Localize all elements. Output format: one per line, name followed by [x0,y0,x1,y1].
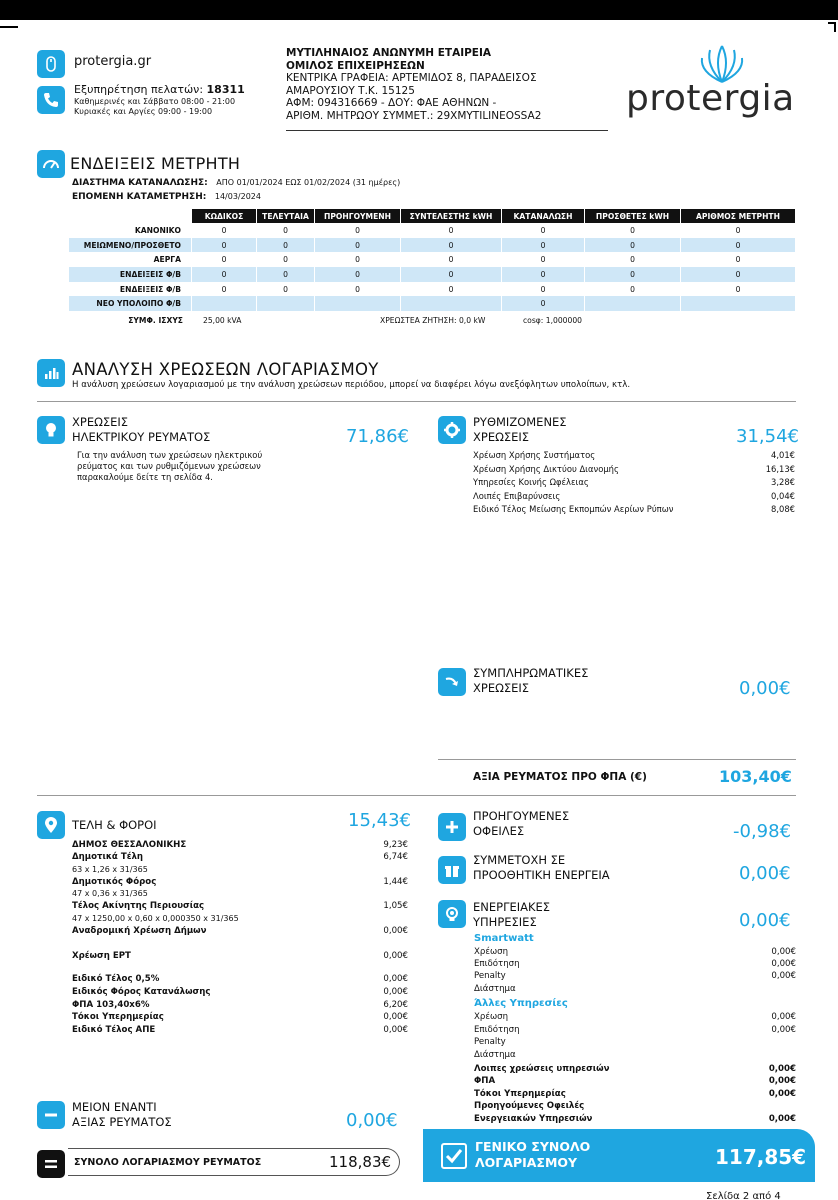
energy-title [473,900,550,930]
item-value: 0,00€ [768,1064,796,1074]
meter-title: ΕΝΔΕΙΞΕΙΣ ΜΕΤΡΗΤΗ [70,154,241,173]
item-value: 1,05€ [383,901,408,912]
gift-icon [438,856,466,884]
value-before-vat: 103,40€ [719,767,792,786]
meter-cell: 0 [540,284,546,294]
energy-total-item [474,1113,796,1125]
meter-cell: 0 [681,238,795,253]
support-label: Εξυπηρέτηση πελατών: [74,83,204,96]
support-number[interactable]: 18311 [206,83,245,96]
power-value: 25,00 kVA [203,316,242,325]
tax-item [72,999,408,1012]
tax-item [72,986,408,999]
grand-total-title [475,1139,590,1171]
item-label: Ειδικό Τέλος 0,5% [72,974,160,985]
item-value: 6,74€ [383,852,408,863]
analysis-title: ΑΝΑΛΥΣΗ ΧΡΕΩΣΕΩΝ ΛΟΓΑΡΙΑΣΜΟΥ [72,360,379,379]
regulated-item [473,449,795,463]
value-before-vat-label: ΑΞΙΑ ΡΕΥΜΑΤΟΣ ΠΡΟ ΦΠΑ (€) [473,771,647,783]
consumption-period [72,178,400,188]
meter-cell: 0 [735,284,741,294]
item-label: Διάστημα [474,983,516,994]
meter-cell: 0 [283,284,288,294]
item-value: 0,00€ [771,1012,796,1022]
energy-amount: 0,00€ [739,910,791,931]
item-label: Επιδότηση [474,1024,520,1035]
smartwatt-item [474,983,796,995]
item-value: 8,08€ [771,504,795,514]
col-code: ΚΩΔΙΚΟΣ [192,209,256,223]
company-info [286,47,541,122]
energy-total-item [474,1088,796,1100]
tax-line: ΑΦΜ: 094316669 - ΔΟΥ: ΦΑΕ ΑΘΗΝΩΝ - [286,97,497,109]
meter-row-label: ΕΝΔΕΙΞΕΙΣ Φ/Β [119,284,181,294]
taxes-items [72,839,408,1036]
other-services-title: Άλλες Υπηρεσίες [474,998,568,1009]
complementary-title [473,666,588,696]
logo-text: protergia [626,78,795,119]
item-label: Επιδότηση [474,959,520,970]
meter-cell: 0 [257,238,314,253]
meter-row-label: ΑΕΡΓΑ [153,255,181,265]
tax-item [72,888,408,900]
meter-cell: 0 [630,225,635,235]
bulb-gear-icon [438,900,466,928]
tax-item [72,839,408,851]
gear-icon [438,416,466,444]
electric-note [77,450,262,483]
analysis-subtitle: Η ανάλυση χρεώσεων λογαριασμού με την ανάλυση χρεώσεων περιόδου, μπορεί να διαφέρει λόγω ανεξόφλητων υπολοίπων, κτλ. [72,380,631,390]
meter-row-label: ΕΝΔΕΙΞΕΙΣ Φ/Β [69,267,191,282]
lightbulb-icon [37,416,65,444]
item-value: 0,00€ [768,1076,796,1087]
meter-cell: 0 [448,284,454,294]
additional-amount: 0,00€ [739,863,791,884]
minus-title-line1: ΜΕΙΟΝ ΕΝΑΝΤΙ [72,1100,157,1114]
item-label: ΦΠΑ [474,1076,496,1087]
grand-total-title-line2: ΛΟΓΑΡΙΑΣΜΟΥ [475,1155,578,1170]
hours-weekend: Κυριακές και Αργίες 09:00 - 19:00 [74,107,213,116]
other-service-item [474,1049,796,1062]
tax-item [72,925,408,937]
previous-amount: -0,98€ [733,821,792,842]
address-line2: ΑΜΑΡΟΥΣΙΟΥ Τ.Κ. 15125 [286,84,415,97]
meter-cell: 0 [315,267,400,282]
ert-value: 0,00€ [383,951,408,962]
meter-row [69,252,795,267]
meter-cell: 0 [630,255,635,265]
item-value: 6,20€ [383,999,408,1010]
col-meter-number: ΑΡΙΘΜΟΣ ΜΕΤΡΗΤΗ [681,209,795,223]
meter-cell: 0 [401,238,501,253]
electric-title-line1: ΧΡΕΩΣΕΙΣ [72,415,129,429]
meter-cell [681,296,795,311]
protergia-logo [624,42,800,122]
energy-total-item [474,1063,796,1075]
item-value: 0,00€ [768,1113,796,1124]
vat-divider-top [438,759,796,760]
meter-cell: 0 [540,255,546,265]
item-label: Λοιπές Επιβαρύνσεις [473,490,561,501]
meter-cell: 0 [540,225,546,235]
meter-cell [401,296,501,311]
item-label: Ειδικό Τέλος ΑΠΕ [72,1024,156,1035]
grand-total-amount: 117,85€ [715,1145,807,1169]
minus-amount: 0,00€ [346,1110,398,1131]
meter-cell: 0 [502,267,584,282]
period-value: ΑΠΟ 01/01/2024 ΕΩΣ 01/02/2024 (31 ημέρες) [216,178,401,187]
regulated-title [473,415,567,445]
item-label: Αναδρομική Χρέωση Δήμων [72,926,207,937]
ert-label: Χρέωση ΕΡΤ [72,951,131,962]
meter-cell: 0 [355,225,360,235]
electric-note-line2: ρεύματος και των ρυθμιζόμενων χρεώσεων [77,461,261,471]
equals-icon [37,1150,65,1178]
energy-title-line1: ΕΝΕΡΓΕΙΑΚΕΣ [473,900,551,914]
electric-amount: 71,86€ [346,426,409,447]
period-label: ΔΙΑΣΤΗΜΑ ΚΑΤΑΝΑΛΩΣΗΣ: [72,178,208,188]
mouse-icon [37,50,65,78]
item-label: Δημοτικός Φόρος [72,876,157,887]
next-label: ΕΠΟΜΕΝΗ ΚΑΤΑΜΕΤΡΗΣΗ: [72,192,207,202]
item-value: 0,00€ [771,971,796,982]
meter-cell: 0 [257,267,314,282]
item-value: 0,00€ [383,1012,408,1023]
smartwatt-items [474,946,796,995]
item-label: Penalty [474,971,506,982]
item-value: 0,00€ [771,959,796,970]
meter-cell: 0 [681,267,795,282]
regulated-item [473,476,795,490]
blank-header [69,209,191,223]
regulated-title-line1: ΡΥΘΜΙΖΟΜΕΝΕΣ [473,415,567,429]
tax-item [72,876,408,888]
tax-items-2 [72,973,408,1036]
taxes-amount: 15,43€ [348,810,411,831]
meter-cell: 0 [502,296,584,311]
regulated-item [473,503,795,517]
smartwatt-item [474,970,796,982]
cosphi-value: cosφ: 1,000000 [523,316,582,325]
electric-title [72,415,210,445]
item-label: Τόκοι Υπερημερίας [72,1012,164,1023]
item-label: Χρέωση [474,947,509,957]
meter-row [69,282,795,297]
next-value: 14/03/2024 [214,192,261,201]
regulated-item [473,490,795,504]
minus-icon [37,1101,65,1129]
item-label: Τόκοι Υπερημερίας [474,1088,566,1099]
item-label: 63 x 1,26 x 31/365 [72,864,148,874]
item-label: Δημοτικά Τέλη [72,852,144,863]
col-consumption: ΚΑΤΑΝΑΛΩΣΗ [502,209,584,223]
meter-cell: 0 [735,225,741,235]
item-value: 9,23€ [383,840,408,850]
item-value: 0,04€ [771,490,795,501]
item-value: 0,00€ [771,947,796,957]
item-value: 16,13€ [765,463,795,474]
meter-cell: 0 [355,255,360,265]
other-service-item [474,1024,796,1037]
meter-cell: 0 [315,238,400,253]
meter-cell: 0 [283,225,288,235]
item-label: ΦΠΑ 103,40x6% [72,999,150,1010]
electric-title-line2: ΗΛΕΚΤΡΙΚΟΥ ΡΕΥΜΑΤΟΣ [72,430,211,444]
hours-weekdays: Καθημερινές και Σάββατο 08:00 - 21:00 [74,97,236,106]
tax-item [72,1011,408,1024]
item-value: 0,00€ [383,986,408,997]
meter-cell: 0 [630,284,635,294]
other-service-item [474,1011,796,1024]
item-label: ΔΗΜΟΣ ΘΕΣΣΑΛΟΝΙΚΗΣ [72,840,187,850]
demand-value: ΧΡΕΩΣΤΕΑ ΖΗΤΗΣΗ: 0,0 kW [380,316,486,325]
company-name: ΜΥΤΙΛΗΝΑΙΟΣ ΑΝΩΝΥΜΗ ΕΤΑΙΡΕΙΑ [286,47,492,59]
col-previous: ΠΡΟΗΓΟΥΜΕΝΗ [315,209,400,223]
account-total-label: ΣΥΝΟΛΟ ΛΟΓΑΡΙΑΣΜΟΥ ΡΕΥΜΑΤΟΣ [74,1157,262,1168]
account-total-amount: 118,83€ [329,1153,392,1171]
item-label: Χρέωση [474,1012,509,1022]
vat-divider-bottom [37,795,796,796]
smartwatt-item [474,946,796,958]
item-label: Υπηρεσίες Κοινής Ωφέλειας [473,477,589,487]
smartwatt-title: Smartwatt [474,933,534,944]
crop-mark-left [0,26,18,28]
other-service-item [474,1036,796,1049]
grand-total-title-line1: ΓΕΝΙΚΟ ΣΥΝΟΛΟ [475,1139,591,1154]
tax-item [72,900,408,912]
crop-mark-right-v [834,22,836,32]
meter-cell: 0 [401,267,501,282]
item-value: 3,28€ [771,477,795,487]
company-group: ΟΜΙΛΟΣ ΕΠΙΧΕΙΡΗΣΕΩΝ [286,59,425,72]
tax-item [72,864,408,876]
support-line [74,83,245,96]
energy-title-line2: ΥΠΗΡΕΣΙΕΣ [473,915,537,929]
tax-item [72,1024,408,1037]
tax-item [72,851,408,863]
item-label: Τέλος Ακίνητης Περιουσίας [72,901,205,912]
meter-row [69,238,795,253]
meter-cell: 0 [355,284,360,294]
meter-cell: 0 [502,238,584,253]
complementary-title-line2: ΧΡΕΩΣΕΙΣ [473,681,530,695]
taxes-title: ΤΕΛΗ & ΦΟΡΟΙ [72,818,157,832]
meter-cell: 0 [221,255,227,265]
complementary-amount: 0,00€ [739,678,791,699]
tax-item [72,973,408,986]
meter-cell: 0 [192,267,256,282]
item-label: Ειδικό Τέλος Μείωσης Εκπομπών Αερίων Ρύπων [473,504,674,514]
page-number: Σελίδα 2 από 4 [706,1191,781,1200]
meter-header-row [69,209,795,223]
meter-cell [192,296,256,311]
meter-row [69,267,795,282]
location-pin-icon [37,811,65,839]
other-services-items [474,1011,796,1061]
item-label: Διάστημα [474,1049,516,1060]
regulated-item [473,463,795,477]
meter-cell: 0 [585,238,680,253]
minus-title-line2: ΑΞΙΑΣ ΡΕΥΜΑΤΟΣ [72,1115,172,1129]
meter-cell [257,296,314,311]
bar-chart-icon [37,359,65,387]
meter-cell: 0 [448,255,454,265]
col-last: ΤΕΛΕΥΤΑΙΑ [257,209,314,223]
item-label: Χρέωση Χρήσης Συστήματος [473,450,596,460]
meter-row-label: ΜΕΙΩΜΕΝΟ/ΠΡΟΣΘΕΤΟ [69,238,191,253]
analysis-divider [37,401,796,402]
additional-title-line2: ΠΡΟΟΘΗΤΙΚΗ ΕΝΕΡΓΕΙΑ [473,868,610,882]
additional-title [473,853,610,883]
item-label: 47 x 1250,00 x 0,60 x 0,000350 x 31/365 [72,913,239,923]
meter-cell: 0 [192,238,256,253]
meter-cell: 0 [448,225,454,235]
previous-title-line1: ΠΡΟΗΓΟΥΜΕΝΕΣ [473,809,570,823]
smartwatt-item [474,958,796,970]
meter-table [68,209,796,311]
ert-row [72,949,408,963]
additional-title-line1: ΣΥΜΜΕΤΟΧΗ ΣΕ [473,853,566,867]
item-label: Ειδικός Φόρος Κατανάλωσης [72,986,211,997]
item-label: Ενεργειακών Υπηρεσιών [474,1113,593,1124]
meter-cell: 0 [735,255,741,265]
phone-icon [37,86,65,114]
item-label: 47 x 0,36 x 31/365 [72,889,148,899]
minus-title [72,1100,172,1130]
meter-cell [585,296,680,311]
regulated-items [473,449,795,517]
website-link[interactable]: protergia.gr [74,54,152,69]
meter-row-label: ΚΑΝΟΝΙΚΟ [134,225,181,235]
address-line1: ΚΕΝΤΡΙΚΑ ΓΡΑΦΕΙΑ: ΑΡΤΕΜΙΔΟΣ 8, ΠΑΡΑΔΕΙΣΟΣ [286,72,537,84]
header-divider [286,130,608,131]
power-label: ΣΥΜΦ. ΙΣΧΥΣ [128,316,183,325]
arrow-turn-icon [438,668,466,696]
energy-total-item [474,1100,796,1112]
previous-title-line2: ΟΦΕΙΛΕΣ [473,824,525,838]
item-label: Λοιπες χρεώσεις υπηρεσιών [474,1064,610,1074]
electric-note-line3: παρακαλούμε δείτε τη σελίδα 4. [77,472,213,482]
item-value: 0,00€ [771,1024,796,1035]
meter-cell: 0 [221,284,227,294]
plus-icon [438,813,466,841]
gauge-icon [37,150,65,178]
electric-note-line1: Για την ανάλυση των χρεώσεων ηλεκτρικού [77,450,263,460]
meter-cell: 0 [585,267,680,282]
tax-item [72,913,408,925]
complementary-title-line1: ΣΥΜΠΛΗΡΩΜΑΤΙΚΕΣ [473,666,589,680]
energy-totals [474,1063,796,1125]
meter-cell: 0 [221,225,227,235]
meter-row [69,223,795,238]
item-label: Χρέωση Χρήσης Δικτύου Διανομής [473,463,619,474]
next-reading [72,192,261,202]
energy-total-item [474,1075,796,1087]
previous-title [473,809,569,839]
meter-cell [315,296,400,311]
regulated-amount: 31,54€ [736,426,799,447]
registry-line: ΑΡΙΘΜ. ΜΗΤΡΩΟΥ ΣΥΜΜΕΤ.: 29ΧΜΥΤΙLINEOSSA2 [286,109,542,122]
regulated-title-line2: ΧΡΕΩΣΕΙΣ [473,430,530,444]
meter-row-label: ΝΕΟ ΥΠΟΛΟΙΠΟ Φ/Β [69,296,191,311]
item-value: 0,00€ [383,1024,408,1035]
col-additional: ΠΡΟΣΘΕΤΕΣ kWH [585,209,680,223]
col-factor: ΣΥΝΤΕΛΕΣΤΗΣ kWH [401,209,501,223]
meter-row [69,296,795,311]
checkbox-icon [441,1143,467,1169]
item-label: Προηγούμενες Οφειλές [474,1101,585,1112]
top-bar [0,0,838,20]
item-value: 0,00€ [383,926,408,937]
item-value: 4,01€ [771,450,795,460]
item-label: Penalty [474,1037,506,1047]
item-value: 0,00€ [383,974,408,985]
item-value: 0,00€ [768,1088,796,1099]
meter-cell: 0 [283,255,288,265]
item-value: 1,44€ [383,876,408,887]
